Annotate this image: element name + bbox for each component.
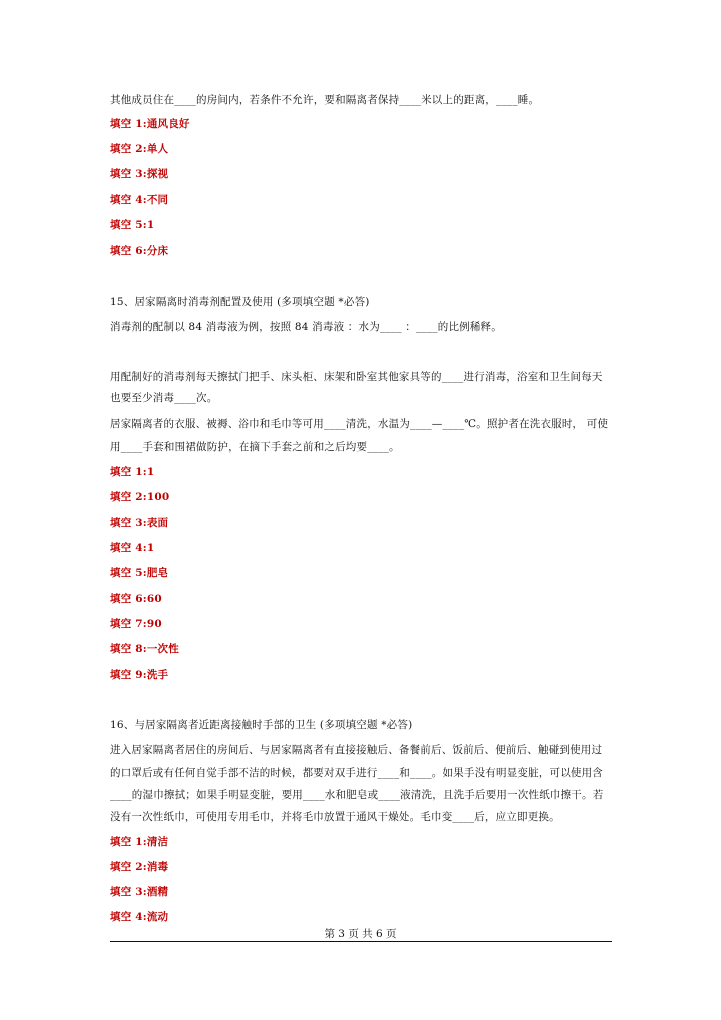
q16-title: 16、与居家隔离者近距离接触时手部的卫生 (多项填空题 *必答)	[110, 719, 413, 731]
q16-paragraph-line-3: ____的湿巾擦拭；如果手明显变脏，要用____水和肥皂或____液清洗，且洗手后要用一次性纸巾擦干。若	[110, 789, 604, 801]
q14-answer-5: 填空 5:1	[110, 219, 155, 231]
q15-answer-1: 填空 1:1	[110, 466, 155, 478]
q16-paragraph-line-4: 没有一次性纸巾，可使用专用毛巾，并将毛巾放置于通风干燥处。毛巾变____后，应立即更换。	[110, 811, 560, 823]
footer-rule	[110, 941, 612, 942]
q15-paragraph-3-line-1: 居家隔离者的衣服、被褥、浴巾和毛巾等可用____清洗，水温为____—____℃。照护者在洗衣服时， 可使	[110, 418, 609, 430]
q15-answer-8: 填空 8:一次性	[110, 643, 179, 655]
q15-answer-2: 填空 2:100	[110, 491, 170, 503]
q15-paragraph-1: 消毒剂的配制以 84 消毒液为例，按照 84 消毒液 ：水为____ ：____的比例稀释。	[110, 321, 502, 333]
q16-answer-1: 填空 1:清洁	[110, 836, 169, 848]
q16-paragraph-line-1: 进入居家隔离者居住的房间后、与居家隔离者有直接接触后、备餐前后、饭前后、便前后、触碰到使用过	[110, 744, 603, 756]
q14-answer-6: 填空 6:分床	[110, 245, 169, 257]
q15-paragraph-2-line-2: 也要至少消毒____次。	[110, 392, 218, 404]
q15-answer-5: 填空 5:肥皂	[110, 567, 169, 579]
q15-answer-7: 填空 7:90	[110, 618, 162, 630]
q15-answer-3: 填空 3:表面	[110, 517, 169, 529]
page-number: 第 3 页 共 6 页	[324, 928, 397, 940]
q14-answer-4: 填空 4:不同	[110, 194, 169, 206]
q14-answer-2: 填空 2:单人	[110, 143, 169, 155]
q15-answer-4: 填空 4:1	[110, 542, 155, 554]
q15-paragraph-3-line-2: 用____手套和围裙做防护，在摘下手套之前和之后均要____。	[110, 441, 400, 453]
q15-answer-9: 填空 9:洗手	[110, 669, 169, 681]
q16-answer-3: 填空 3:酒精	[110, 886, 169, 898]
q15-title: 15、居家隔离时消毒剂配置及使用 (多项填空题 *必答)	[110, 296, 370, 308]
q16-paragraph-line-2: 的口罩后或有任何自觉手部不洁的时候，都要对双手进行____和____。如果手没有明显变脏，可以使用含	[110, 767, 603, 779]
q14-answer-3: 填空 3:探视	[110, 168, 169, 180]
q15-answer-6: 填空 6:60	[110, 593, 162, 605]
q14-answer-1: 填空 1:通风良好	[110, 118, 190, 130]
q14-text-tail: 其他成员住在____的房间内，若条件不允许，要和隔离者保持____米以上的距离，____睡。	[110, 94, 540, 106]
q16-answer-4: 填空 4:流动	[110, 911, 169, 923]
q16-answer-2: 填空 2:消毒	[110, 861, 169, 873]
q15-paragraph-2-line-1: 用配制好的消毒剂每天擦拭门把手、床头柜、床架和卧室其他家具等的____进行消毒，浴室和卫生间每天	[110, 371, 603, 383]
